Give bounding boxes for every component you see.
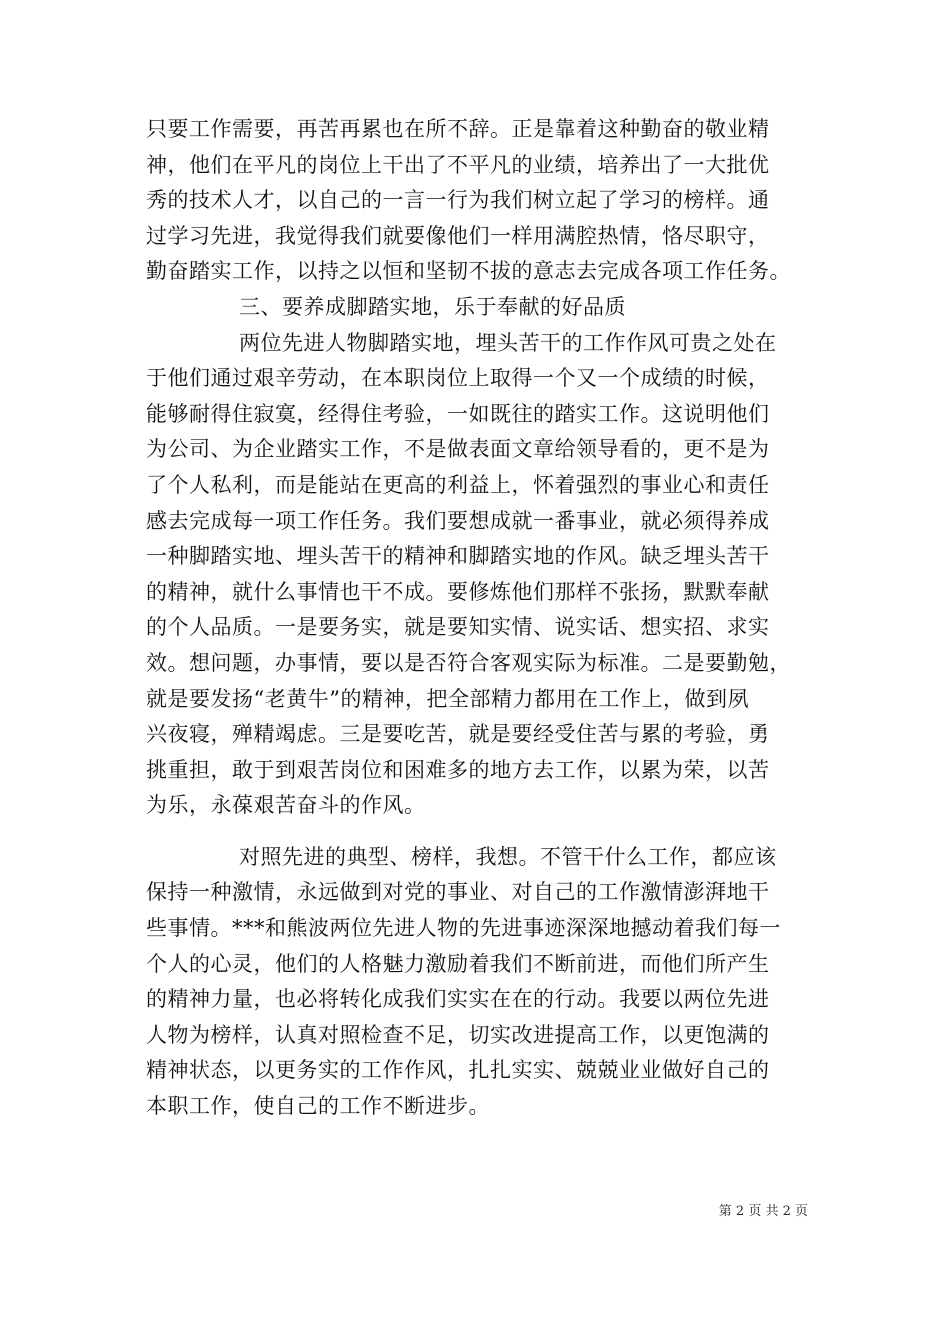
text-line: 挑重担，敢于到艰苦岗位和困难多的地方去工作，以累为荣，以苦 — [146, 757, 770, 782]
text-line: 感去完成每一项工作任务。我们要想成就一番事业，就必须得养成 — [146, 508, 770, 533]
text-line: 一种脚踏实地、埋头苦干的精神和脚踏实地的作风。缺乏埋头苦干 — [146, 544, 770, 569]
text-line: 神，他们在平凡的岗位上干出了不平凡的业绩，培养出了一大批优 — [146, 152, 770, 177]
text-line: 过学习先进，我觉得我们就要像他们一样用满腔热情，恪尽职守， — [146, 223, 770, 248]
paragraph-continued — [146, 112, 806, 290]
text-line: 为公司、为企业踏实工作，不是做表面文章给领导看的，更不是为 — [146, 437, 770, 462]
text-line: 本职工作，使自己的工作不断进步。 — [146, 1094, 490, 1119]
text-line: 人物为榜样，认真对照检查不足，切实改进提高工作，以更饱满的 — [146, 1022, 770, 1047]
text-line: 兴夜寝，殚精竭虑。三是要吃苦，就是要经受住苦与累的考验，勇 — [146, 722, 770, 747]
text-line: 为乐，永葆艰苦奋斗的作风。 — [146, 793, 426, 818]
text-line: 保持一种激情，永远做到对党的事业、对自己的工作激情澎湃地干 — [146, 880, 770, 905]
text-line: 效。想问题，办事情，要以是否符合客观实际为标准。二是要勤勉， — [146, 650, 791, 675]
text-line: 对照先进的典型、榜样，我想。不管干什么工作，都应该 — [239, 844, 777, 869]
text-line: 只要工作需要，再苦再累也在所不辞。正是靠着这种勤奋的敬业精 — [146, 117, 770, 141]
text-line: 的精神，就什么事情也干不成。要修炼他们那样不张扬，默默奉献 — [146, 579, 770, 604]
section-heading: 三、要养成脚踏实地，乐于奉献的好品质 — [239, 294, 626, 319]
paragraph-gap — [146, 824, 806, 840]
text-line: 就是要发扬“老黄牛”的精神，把全部精力都用在工作上，做到夙 — [146, 686, 749, 711]
text-line: 秀的技术人才，以自己的一言一行为我们树立起了学习的榜样。通 — [146, 188, 770, 213]
text-line: 两位先进人物脚踏实地，埋头苦干的工作作风可贵之处在 — [239, 330, 777, 355]
paragraph-conclusion — [146, 840, 806, 1125]
text-line: 勤奋踏实工作，以持之以恒和坚韧不拔的意志去完成各项工作任务。 — [146, 259, 791, 284]
text-line: 些事情。***和熊波两位先进人物的先进事迹深深地撼动着我们每一 — [146, 916, 781, 941]
text-line: 于他们通过艰辛劳动，在本职岗位上取得一个又一个成绩的时候， — [146, 366, 770, 391]
page-number-footer: 第 2 页 共 2 页 — [718, 1204, 808, 1219]
document-body — [146, 112, 806, 1125]
paragraph-section3 — [146, 326, 806, 824]
text-line: 个人的心灵，他们的人格魅力激励着我们不断前进，而他们所产生 — [146, 951, 770, 976]
text-line: 的个人品质。一是要务实，就是要知实情、说实话、想实招、求实 — [146, 615, 770, 640]
text-line: 精神状态，以更务实的工作作风，扎扎实实、兢兢业业做好自己的 — [146, 1058, 770, 1083]
text-line: 能够耐得住寂寞，经得住考验，一如既往的踏实工作。这说明他们 — [146, 401, 770, 426]
text-line: 的精神力量，也必将转化成我们实实在在的行动。我要以两位先进 — [146, 987, 770, 1012]
text-line: 了个人私利，而是能站在更高的利益上，怀着强烈的事业心和责任 — [146, 472, 770, 497]
